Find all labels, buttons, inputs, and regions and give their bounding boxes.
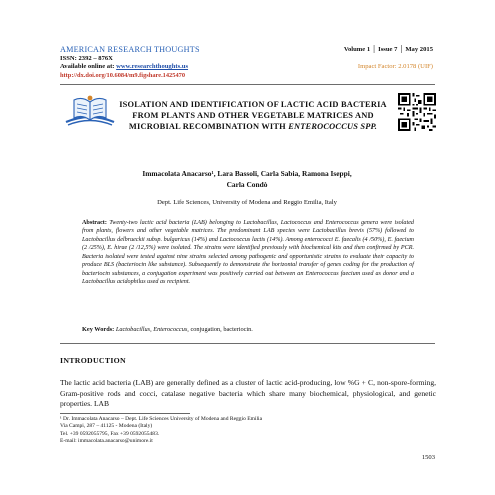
journal-header	[60, 46, 320, 80]
title-main: ISOLATION AND IDENTIFICATION OF LACTIC ACID BACTERIA FROM PLANTS AND OTHER VEGETABLE MATRICES AND MICROBIAL RECOMBINATION WITH	[119, 100, 387, 132]
header-divider	[60, 84, 435, 85]
keywords	[82, 326, 414, 333]
abstract-text: Twenty-two lactic acid bacteria (LAB) belonging to Lactobacillus, Lactococcus and Enterococcus genera were isolated from plants, flowers and other vegetable matrices. The predominant LAB species were Lactobacillus brevis (57%) followed to Lactobacillus delbrueckii subsp. bulgaricus (14%) and Lactococcus lactis (14%). Among enterococci E. faecalis (4 /50%), E. faecium (2 /25%), E. hirae (2 /12,5%) were isolated. The strains were identified previously with biochemical kits and then confirmed by PCR. Bacteria isolated were tested against nine strains selected among pathogenic and opportunistic strains to evaluate their capacity to produce BLS (bacteriocin like substance). Subsequently to demonstrate the horizontal transfer of genes coding for the production of bacteriocin substances, a conjugation experiment was positively carried out between an Enterococcus faecium used as donor and a Lactobacillus acidophilus used as recipient.	[82, 220, 414, 286]
title-italic: ENTEROCOCCUS SPP.	[288, 122, 378, 132]
keywords-rest: conjugation, bacteriocin.	[188, 326, 253, 333]
footnote-divider	[60, 413, 190, 414]
abstract-label: Abstract:	[82, 220, 107, 226]
available-prefix: Available online at:	[60, 63, 117, 71]
page-number: 1503	[421, 454, 435, 461]
keywords-label: Key Words:	[82, 326, 115, 333]
issn: ISSN: 2392 – 876X	[60, 54, 113, 62]
impact-factor: Impact Factor: 2.0178 (UIF)	[357, 62, 433, 70]
footnote-line-2: Via Campi, 287 – 41125 - Modena (Italy)	[60, 423, 153, 430]
author-list	[88, 169, 406, 190]
affiliation: Dept. Life Sciences, University of Modena and Reggio Emilia, Italy	[157, 199, 337, 206]
journal-name: AMERICAN RESEARCH THOUGHTS	[60, 45, 200, 54]
available-online	[60, 63, 320, 72]
authors-line-1: Immacolata Anacarso¹, Lara Bassoli, Carla Sabia, Ramona Iseppi,	[142, 169, 352, 178]
footnote-line-3: Tel. +39 0592055795, Fax +39 0592055483.	[60, 430, 160, 437]
footnote	[60, 416, 380, 445]
abstract	[82, 219, 414, 287]
footnote-line-1: ¹ Dr. Immacolata Anacarso – Dept. Life Sciences University of Modena and Reggio Emilia	[60, 416, 263, 422]
intro-paragraph: The lactic acid bacteria (LAB) are generally defined as a cluster of lactic acid-producing, low %G + C, non-spore-forming, Gram-positive rods and cocci, catalase negative bacteria which share many biochemical, physiological, and genetic properties. LAB	[60, 378, 436, 409]
abstract-divider	[60, 343, 435, 344]
footnote-email[interactable]: E-mail: immacolata.anacarso@unimore.it	[60, 438, 153, 445]
volume-issue: Volume 1 │ Issue 7 │ May 2015	[343, 46, 433, 53]
journal-logo-icon	[62, 92, 118, 132]
authors-line-2: Carla Condò	[226, 179, 268, 189]
issue-info	[344, 46, 433, 71]
journal-url-link[interactable]: www.researchthoughts.us	[116, 63, 189, 71]
keywords-italic: Lactobacillus, Enterococcus,	[115, 326, 189, 333]
paper-title	[118, 99, 388, 133]
doi-link[interactable]: http://dx.doi.org/10.6084/m9.figshare.1425470	[60, 71, 186, 79]
qr-code-icon[interactable]	[398, 93, 436, 131]
intro-heading: INTRODUCTION	[60, 356, 126, 365]
